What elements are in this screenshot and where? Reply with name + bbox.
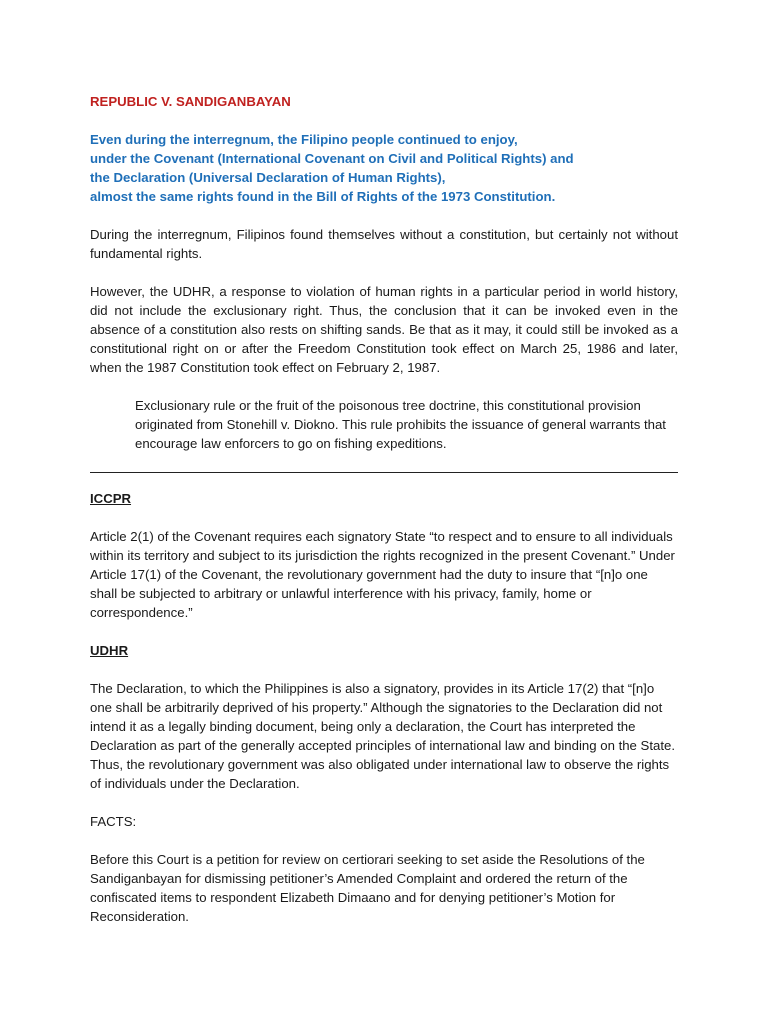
udhr-heading: UDHR bbox=[90, 643, 129, 658]
summary-line: Even during the interregnum, the Filipino people continued to enjoy, bbox=[90, 132, 518, 147]
udhr-paragraph: The Declaration, to which the Philippines is also a signatory, provides in its Article 17(2) that “[n]o one shall be arbitrarily deprived of his property.” Although the signatories to the Declaration did not intend it as a legally binding document, being only a declaration, the Court has interpreted the Declaration as part of the generally accepted principles of international law and binding on the State. Thus, the revolutionary government was also obligated under international law to observe the rights of individuals under the Declaration. bbox=[90, 681, 676, 791]
case-summary bbox=[90, 130, 678, 206]
summary-line: under the Covenant (International Covenant on Civil and Political Rights) and bbox=[90, 151, 574, 166]
summary-line: almost the same rights found in the Bill of Rights of the 1973 Constitution. bbox=[90, 189, 556, 204]
iccpr-paragraph: Article 2(1) of the Covenant requires each signatory State “to respect and to ensure to all individuals within its territory and subject to its jurisdiction the rights recognized in the present Covenant.” Under Article 17(1) of the Covenant, the revolutionary government had the duty to insure that “[n]o one shall be subjected to arbitrary or unlawful interference with his privacy, family, home or correspondence.” bbox=[90, 529, 675, 620]
exclusionary-rule-paragraph: Exclusionary rule or the fruit of the poisonous tree doctrine, this constitutional provision originated from Stonehill v. Diokno. This rule prohibits the issuance of general warrants that encourage law enforcers to go on fishing expeditions. bbox=[135, 398, 666, 451]
interregnum-paragraph: During the interregnum, Filipinos found themselves without a constitution, but certainly not without fundamental rights. bbox=[90, 227, 678, 261]
udhr-note-paragraph: However, the UDHR, a response to violation of human rights in a particular period in world history, did not include the exclusionary right. Thus, the conclusion that it can be invoked even in the absence of a constitution also rests on shifting sands. Be that as it may, it could still be invoked as a constitutional right on or after the Freedom Constitution took effect on March 25, 1986 and later, when the 1987 Constitution took effect on February 2, 1987. bbox=[90, 284, 678, 375]
facts-paragraph: Before this Court is a petition for review on certiorari seeking to set aside the Resolutions of the Sandiganbayan for dismissing petitioner’s Amended Complaint and ordered the return of the confiscated items to respondent Elizabeth Dimaano and for denying petitioner’s Motion for Reconsideration. bbox=[90, 852, 645, 924]
facts-heading: FACTS: bbox=[90, 814, 137, 829]
case-title: REPUBLIC V. SANDIGANBAYAN bbox=[90, 94, 291, 109]
document-page bbox=[90, 92, 678, 945]
iccpr-heading: ICCPR bbox=[90, 491, 132, 506]
summary-line: the Declaration (Universal Declaration of Human Rights), bbox=[90, 170, 446, 185]
horizontal-divider bbox=[90, 472, 678, 473]
